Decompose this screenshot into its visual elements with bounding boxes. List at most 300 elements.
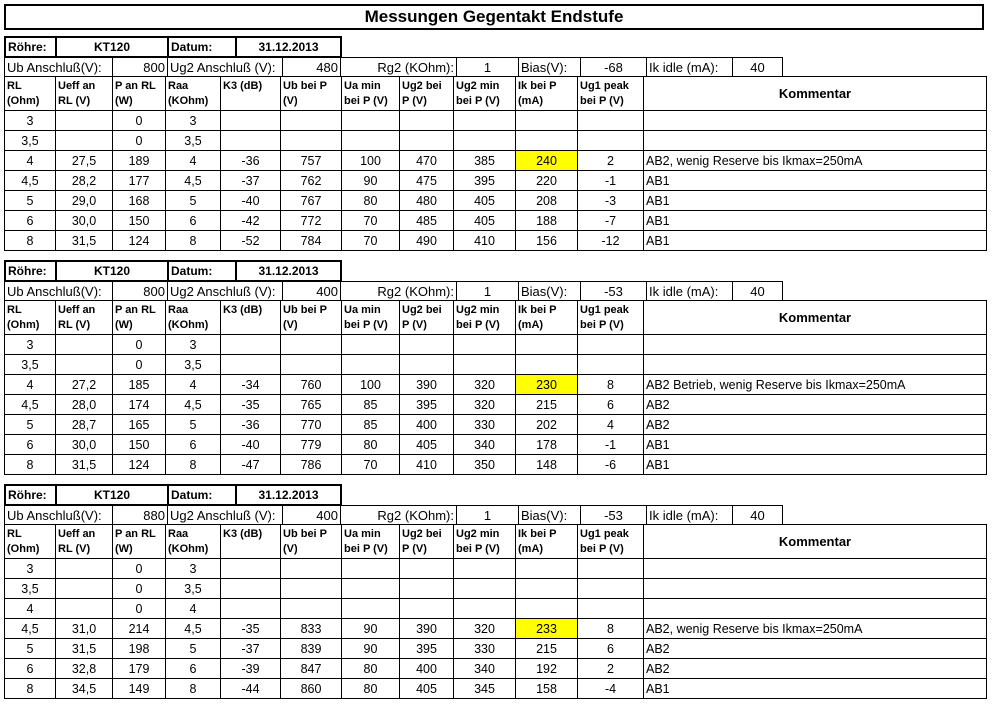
table-row	[5, 355, 987, 375]
data-cell: -40	[221, 435, 281, 455]
column-header-line: (Ohm)	[7, 318, 40, 331]
data-cell: 80	[342, 191, 400, 211]
column-header	[578, 301, 644, 335]
kommentar-cell: AB1	[644, 231, 987, 251]
column-header	[342, 301, 400, 335]
kommentar-cell: AB2	[644, 415, 987, 435]
data-cell: -3	[578, 191, 644, 211]
data-cell	[56, 131, 113, 151]
column-header	[56, 301, 113, 335]
column-header-line: Raa	[168, 303, 189, 316]
data-cell: 32,8	[56, 659, 113, 679]
data-cell: 70	[342, 231, 400, 251]
data-cell: 330	[454, 415, 516, 435]
data-cell: 4	[166, 375, 221, 395]
column-header-line: K3 (dB)	[223, 527, 263, 540]
data-cell: 784	[281, 231, 342, 251]
table-row	[5, 231, 987, 251]
column-header-line: RL	[7, 527, 22, 540]
column-header-line: (KOhm)	[168, 318, 209, 331]
data-cell: 3	[166, 111, 221, 131]
ug2-label: Ug2 Anschluß (V):	[168, 506, 283, 525]
data-cell	[342, 579, 400, 599]
bias-label: Bias(V):	[519, 58, 581, 77]
data-cell: 34,5	[56, 679, 113, 699]
data-cell	[578, 599, 644, 619]
kommentar-cell: AB1	[644, 211, 987, 231]
data-cell	[281, 355, 342, 375]
data-cell: 6	[578, 395, 644, 415]
table-row	[5, 659, 987, 679]
rg2-label: Rg2 (KOhm):	[341, 58, 457, 77]
data-cell: 198	[113, 639, 166, 659]
column-header	[5, 525, 56, 559]
data-cell: 30,0	[56, 435, 113, 455]
column-header-line: bei P (V)	[580, 318, 624, 331]
data-cell: 320	[454, 375, 516, 395]
data-cell: 405	[400, 435, 454, 455]
data-cell	[516, 579, 578, 599]
ub-label: Ub Anschluß(V):	[5, 58, 113, 77]
sheet-title: Messungen Gegentakt Endstufe	[4, 4, 984, 30]
data-cell	[400, 579, 454, 599]
ug2-value: 400	[283, 506, 341, 525]
data-cell: 400	[400, 415, 454, 435]
data-cell: 8	[5, 455, 56, 475]
data-cell	[281, 599, 342, 619]
data-cell: 4,5	[166, 395, 221, 415]
datum-label: Datum:	[168, 485, 236, 505]
data-cell	[281, 335, 342, 355]
data-cell: 3,5	[5, 131, 56, 151]
data-cell: 80	[342, 435, 400, 455]
data-cell: 4	[5, 599, 56, 619]
data-cell: 410	[454, 231, 516, 251]
kommentar-cell	[644, 355, 987, 375]
column-header-line: P an RL	[115, 303, 156, 316]
datum-label: Datum:	[168, 261, 236, 281]
data-cell: 4	[5, 151, 56, 171]
column-header-line	[223, 318, 278, 333]
column-header	[56, 525, 113, 559]
data-cell: 485	[400, 211, 454, 231]
data-cell: -12	[578, 231, 644, 251]
data-cell	[221, 335, 281, 355]
ik-idle-value: 40	[733, 58, 783, 77]
column-header	[113, 301, 166, 335]
data-cell: 8	[166, 231, 221, 251]
kommentar-cell: AB2, wenig Reserve bis Ikmax=250mA	[644, 151, 987, 171]
data-cell: 3,5	[5, 355, 56, 375]
data-cell	[578, 111, 644, 131]
kommentar-cell	[644, 599, 987, 619]
data-cell: 5	[166, 639, 221, 659]
bias-label: Bias(V):	[519, 282, 581, 301]
kommentar-cell	[644, 111, 987, 131]
ub-value: 880	[113, 506, 168, 525]
data-cell	[281, 559, 342, 579]
ug2-label: Ug2 Anschluß (V):	[168, 282, 283, 301]
data-cell	[281, 111, 342, 131]
data-cell	[578, 579, 644, 599]
column-header-line	[223, 542, 278, 557]
data-cell	[578, 355, 644, 375]
data-cell: 31,5	[56, 639, 113, 659]
data-cell: -42	[221, 211, 281, 231]
data-cell	[221, 579, 281, 599]
data-cell	[578, 335, 644, 355]
data-cell: 29,0	[56, 191, 113, 211]
data-cell: 390	[400, 619, 454, 639]
ik-idle-value: 40	[733, 506, 783, 525]
rg2-value: 1	[457, 506, 519, 525]
data-cell: 395	[400, 639, 454, 659]
kommentar-cell	[644, 579, 987, 599]
data-cell: 5	[5, 191, 56, 211]
data-cell: 330	[454, 639, 516, 659]
data-cell	[516, 335, 578, 355]
column-header-line: K3 (dB)	[223, 79, 263, 92]
column-header-line: Ug1 peak	[580, 79, 629, 92]
data-cell: -1	[578, 171, 644, 191]
column-header-line: RL	[7, 79, 22, 92]
column-header	[281, 77, 342, 111]
column-header	[578, 525, 644, 559]
kommentar-cell: AB2	[644, 639, 987, 659]
data-cell: 179	[113, 659, 166, 679]
roehre-label: Röhre:	[5, 37, 56, 57]
data-cell: 165	[113, 415, 166, 435]
column-header-line: (W)	[115, 542, 133, 555]
datum-value: 31.12.2013	[236, 485, 341, 505]
data-cell: 6	[166, 435, 221, 455]
column-header	[221, 301, 281, 335]
table-row	[5, 579, 987, 599]
bias-value: -53	[581, 282, 647, 301]
ug2-label: Ug2 Anschluß (V):	[168, 58, 283, 77]
data-cell: 85	[342, 415, 400, 435]
data-cell	[342, 599, 400, 619]
data-cell	[281, 131, 342, 151]
data-cell: 395	[400, 395, 454, 415]
data-cell: 350	[454, 455, 516, 475]
data-cell: 4	[578, 415, 644, 435]
column-header	[166, 77, 221, 111]
data-cell: 6	[166, 211, 221, 231]
column-header-line: Ug2 bei	[402, 79, 442, 92]
data-cell: 3,5	[5, 579, 56, 599]
column-header-line: bei P (V)	[456, 94, 500, 107]
column-header-line: (W)	[115, 318, 133, 331]
data-cell: 772	[281, 211, 342, 231]
data-cell	[342, 335, 400, 355]
data-cell: 4	[5, 375, 56, 395]
roehre-value: KT120	[56, 485, 168, 505]
data-cell: 5	[5, 639, 56, 659]
data-cell: 0	[113, 131, 166, 151]
table-row	[5, 455, 987, 475]
data-cell: 174	[113, 395, 166, 415]
roehre-label: Röhre:	[5, 485, 56, 505]
data-cell: 4	[166, 151, 221, 171]
data-cell: 233	[516, 619, 578, 639]
column-header	[56, 77, 113, 111]
column-header-line: P an RL	[115, 527, 156, 540]
data-cell: 405	[454, 191, 516, 211]
data-cell: 8	[578, 619, 644, 639]
column-header	[454, 77, 516, 111]
data-cell: 192	[516, 659, 578, 679]
data-cell: 148	[516, 455, 578, 475]
data-cell: 0	[113, 579, 166, 599]
data-cell: 6	[5, 435, 56, 455]
data-cell: 31,0	[56, 619, 113, 639]
data-cell: 320	[454, 619, 516, 639]
table-row	[5, 639, 987, 659]
column-header-line: Ug1 peak	[580, 303, 629, 316]
data-cell	[56, 111, 113, 131]
data-cell: -47	[221, 455, 281, 475]
data-cell: -35	[221, 619, 281, 639]
data-cell: 0	[113, 599, 166, 619]
data-cell: 3	[5, 335, 56, 355]
ik-idle-label: Ik idle (mA):	[647, 282, 733, 301]
bias-label: Bias(V):	[519, 506, 581, 525]
data-cell: 0	[113, 355, 166, 375]
data-cell: 3	[5, 111, 56, 131]
data-cell: 390	[400, 375, 454, 395]
data-cell: 340	[454, 435, 516, 455]
column-header-line: Ug2 bei	[402, 303, 442, 316]
column-header-line: RL (V)	[58, 542, 91, 555]
column-header	[113, 525, 166, 559]
data-cell: 208	[516, 191, 578, 211]
column-header-line: RL (V)	[58, 94, 91, 107]
column-header-line: P an RL	[115, 79, 156, 92]
column-header-line: Ua min	[344, 303, 381, 316]
roehre-value: KT120	[56, 37, 168, 57]
data-cell: -4	[578, 679, 644, 699]
data-cell: 215	[516, 395, 578, 415]
data-cell: 400	[400, 659, 454, 679]
kommentar-header: Kommentar	[644, 77, 987, 111]
data-cell: 839	[281, 639, 342, 659]
ub-label: Ub Anschluß(V):	[5, 282, 113, 301]
table-row	[5, 375, 987, 395]
column-header	[5, 301, 56, 335]
table-row	[5, 151, 987, 171]
data-cell: 8	[5, 679, 56, 699]
data-cell: 786	[281, 455, 342, 475]
data-cell: -34	[221, 375, 281, 395]
data-cell: -6	[578, 455, 644, 475]
data-cell: 220	[516, 171, 578, 191]
data-cell: 124	[113, 231, 166, 251]
column-header-line: P (V)	[402, 542, 427, 555]
data-cell	[221, 131, 281, 151]
ub-label: Ub Anschluß(V):	[5, 506, 113, 525]
data-cell: 770	[281, 415, 342, 435]
data-cell: -52	[221, 231, 281, 251]
column-header-line: Ik bei P	[518, 79, 557, 92]
data-cell: 3,5	[166, 579, 221, 599]
data-cell: 90	[342, 639, 400, 659]
data-cell: 4	[166, 599, 221, 619]
data-cell: 28,0	[56, 395, 113, 415]
kommentar-cell: AB1	[644, 679, 987, 699]
data-cell	[400, 559, 454, 579]
kommentar-cell: AB1	[644, 171, 987, 191]
column-header	[281, 525, 342, 559]
data-cell: 178	[516, 435, 578, 455]
data-cell: 80	[342, 659, 400, 679]
rg2-label: Rg2 (KOhm):	[341, 282, 457, 301]
data-cell: 188	[516, 211, 578, 231]
column-header-line: Ua min	[344, 79, 381, 92]
data-cell: 2	[578, 659, 644, 679]
column-header	[166, 525, 221, 559]
table-row	[5, 619, 987, 639]
data-cell	[400, 111, 454, 131]
data-cell	[400, 599, 454, 619]
data-cell	[281, 579, 342, 599]
column-header-line: (W)	[115, 94, 133, 107]
data-cell: 779	[281, 435, 342, 455]
data-cell: 405	[400, 679, 454, 699]
data-cell: 156	[516, 231, 578, 251]
kommentar-cell: AB2	[644, 395, 987, 415]
data-cell: -1	[578, 435, 644, 455]
data-cell: 85	[342, 395, 400, 415]
column-header-line: (V)	[283, 542, 298, 555]
kommentar-cell	[644, 559, 987, 579]
column-header-line: Ug2 min	[456, 527, 500, 540]
data-cell: 3,5	[166, 131, 221, 151]
data-cell: 28,7	[56, 415, 113, 435]
column-header-line: bei P (V)	[344, 542, 388, 555]
data-cell: 70	[342, 455, 400, 475]
column-header-line: Ua min	[344, 527, 381, 540]
column-header-line: Ug2 bei	[402, 527, 442, 540]
data-cell	[454, 131, 516, 151]
table-row	[5, 395, 987, 415]
data-cell: 8	[166, 455, 221, 475]
data-cell: 150	[113, 435, 166, 455]
roehre-value: KT120	[56, 261, 168, 281]
data-cell	[516, 599, 578, 619]
data-cell	[56, 599, 113, 619]
column-header	[516, 525, 578, 559]
table-row	[5, 335, 987, 355]
data-cell: 8	[5, 231, 56, 251]
column-header-line: Raa	[168, 79, 189, 92]
column-header	[454, 301, 516, 335]
data-cell: 340	[454, 659, 516, 679]
column-header	[516, 301, 578, 335]
ik-idle-label: Ik idle (mA):	[647, 506, 733, 525]
data-cell: 214	[113, 619, 166, 639]
kommentar-cell: AB2, wenig Reserve bis Ikmax=250mA	[644, 619, 987, 639]
kommentar-header: Kommentar	[644, 525, 987, 559]
data-cell: 480	[400, 191, 454, 211]
data-cell: 215	[516, 639, 578, 659]
data-cell	[454, 599, 516, 619]
column-header	[400, 301, 454, 335]
data-cell: 100	[342, 151, 400, 171]
data-cell: 70	[342, 211, 400, 231]
column-header-line: Ik bei P	[518, 303, 557, 316]
data-cell: 385	[454, 151, 516, 171]
ug2-value: 400	[283, 282, 341, 301]
column-header-line: bei P (V)	[344, 94, 388, 107]
data-cell: 31,5	[56, 231, 113, 251]
ug2-value: 480	[283, 58, 341, 77]
data-cell: 5	[5, 415, 56, 435]
column-header-line: Ub bei P	[283, 527, 328, 540]
column-header-line: (mA)	[518, 542, 544, 555]
column-header-line: (Ohm)	[7, 94, 40, 107]
data-cell	[578, 559, 644, 579]
column-header-line: (KOhm)	[168, 542, 209, 555]
data-cell: 177	[113, 171, 166, 191]
data-cell: -7	[578, 211, 644, 231]
data-cell: 0	[113, 335, 166, 355]
column-header	[342, 525, 400, 559]
kommentar-cell: AB1	[644, 191, 987, 211]
datum-label: Datum:	[168, 37, 236, 57]
data-cell: 4,5	[5, 395, 56, 415]
data-cell: 767	[281, 191, 342, 211]
data-cell	[454, 335, 516, 355]
column-header-line: Ug1 peak	[580, 527, 629, 540]
column-header-line: bei P (V)	[456, 318, 500, 331]
column-header-line: Raa	[168, 527, 189, 540]
data-cell: 6	[166, 659, 221, 679]
data-cell	[578, 131, 644, 151]
data-cell: 5	[166, 191, 221, 211]
data-cell	[342, 131, 400, 151]
column-header-line: Ik bei P	[518, 527, 557, 540]
data-cell: 8	[578, 375, 644, 395]
data-cell: 150	[113, 211, 166, 231]
data-cell: 6	[5, 659, 56, 679]
data-cell: 0	[113, 111, 166, 131]
column-header-line: bei P (V)	[580, 94, 624, 107]
kommentar-cell	[644, 335, 987, 355]
data-cell: 3	[5, 559, 56, 579]
data-cell	[454, 111, 516, 131]
kommentar-cell: AB1	[644, 455, 987, 475]
kommentar-cell: AB1	[644, 435, 987, 455]
data-cell	[221, 559, 281, 579]
column-header-line: (Ohm)	[7, 542, 40, 555]
data-cell	[56, 579, 113, 599]
column-header-line: Ug2 min	[456, 79, 500, 92]
data-cell	[400, 131, 454, 151]
data-cell: 395	[454, 171, 516, 191]
table-row	[5, 211, 987, 231]
data-cell: 3	[166, 335, 221, 355]
data-cell: 230	[516, 375, 578, 395]
data-cell: 31,5	[56, 455, 113, 475]
data-cell	[400, 335, 454, 355]
data-cell: 90	[342, 171, 400, 191]
data-cell: 490	[400, 231, 454, 251]
column-header-line: (KOhm)	[168, 94, 209, 107]
data-cell	[454, 559, 516, 579]
data-cell	[221, 599, 281, 619]
ik-idle-value: 40	[733, 282, 783, 301]
